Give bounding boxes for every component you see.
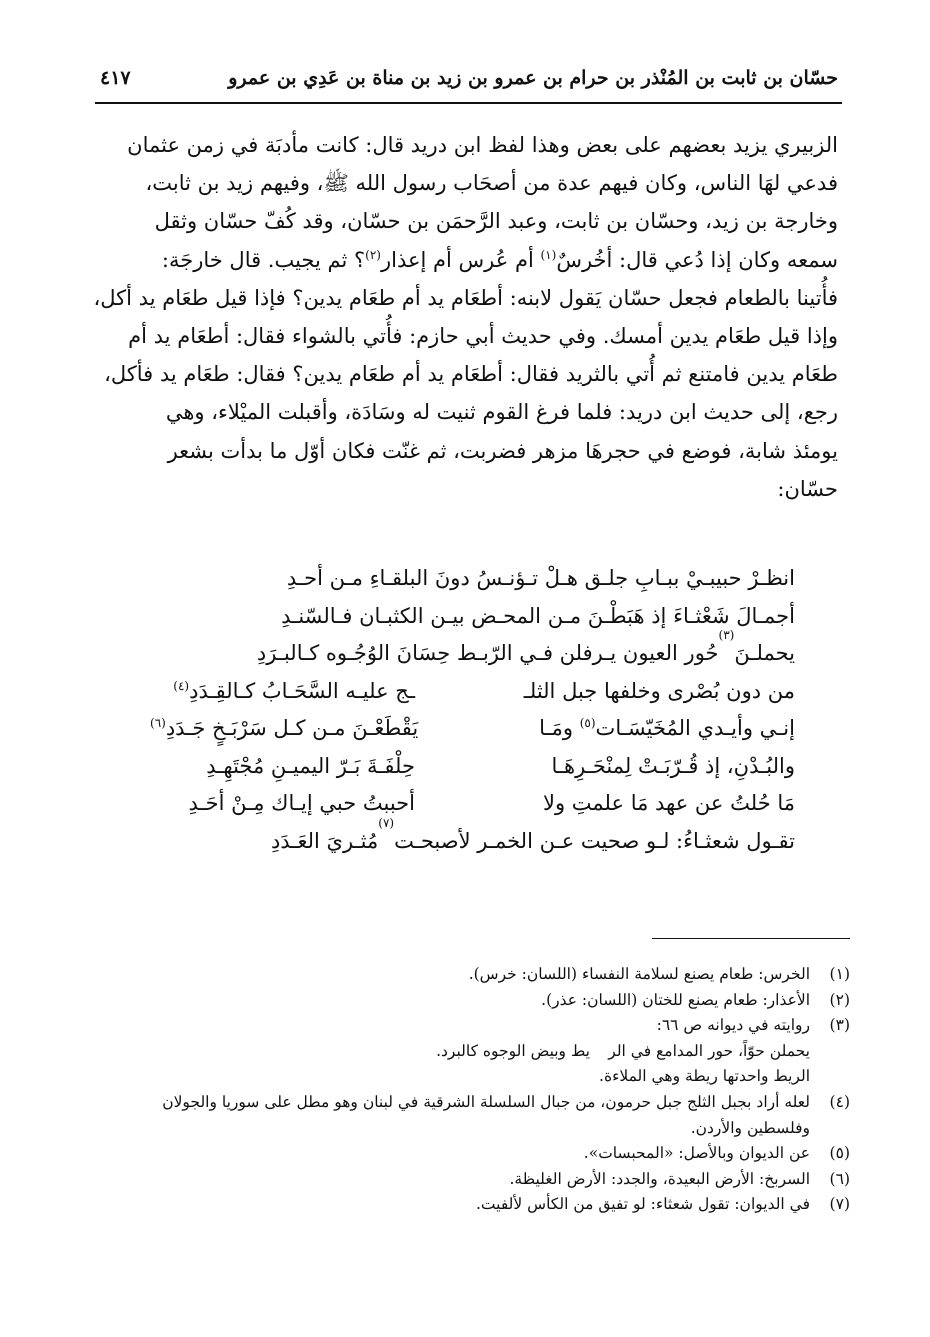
footnote-ref[interactable]: (٥) <box>579 716 596 730</box>
footnote-ref[interactable]: (١) <box>540 247 557 262</box>
footnote <box>95 1167 850 1193</box>
footnote <box>95 1090 850 1141</box>
body-text <box>93 126 838 508</box>
body-line: الزبيري يزيد بعضهم على بعض وهذا لفظ ابن دريد قال: كانت مأدبَة في زمن عثمان <box>127 133 838 157</box>
footnote-ref[interactable]: (٣) <box>718 628 735 642</box>
poem-verse <box>150 598 795 636</box>
footnote-text: الريط واحدتها ريطة وهي الملاءة. <box>599 1067 810 1086</box>
footnote <box>95 962 850 988</box>
footnote-number: (٦) <box>829 1169 850 1188</box>
footnote-text: الخرس: طعام يصنع لسلامة النفساء (اللسان: خرس). <box>468 965 810 983</box>
footnote-ref[interactable]: (٧) <box>378 815 395 830</box>
hemistich-left <box>150 710 418 748</box>
body-line: يومئذ شابة، فوضع في حجرهَا مزهر فضربت، ثم غنّت فكان أوّل ما بدأت بشعر <box>167 438 838 463</box>
verse-text: أجمـالَ شَعْثـاءَ إذ هَبَطْـنَ مـن المحـض بيـن الكثبـان فـالسّنـدِ <box>281 603 795 628</box>
verse-text: يَقْطَعْـنَ مـن كـل سَرْبَـخٍ جَـدَدِ <box>165 716 419 740</box>
verse-text: حُور العيون يـرفلن فـي الرّبـط حِسَانَ الوُجُـوه كـالبـرَدِ <box>256 641 719 665</box>
body-line: رجع، إلى حديث ابن دريد: فلما فرغ القوم ثنيت له وسَادَة، وأقبلت الميْلاء، وهي <box>165 400 838 425</box>
hemistich-left: أحببتُ حبي إيـاك مِـنْ أحَـدِ <box>188 791 415 815</box>
body-line: وإذا قيل طعَام يدين أمسك. وفي حديث أبي حازم: فأُتي بالشواء فقال: أطعَام يد أم <box>128 324 838 349</box>
hemistich-right: والبُـدْنِ، إذ قُـرّبَـتْ لِمنْحَـرِهَـا <box>551 753 795 778</box>
body-line-with-footnotes <box>100 241 838 279</box>
page-header <box>100 58 838 98</box>
hemistich-left <box>150 673 415 711</box>
poem-couplet <box>150 785 795 823</box>
poem <box>150 560 795 860</box>
poem-verse <box>150 815 795 861</box>
footnote-text: روايته في ديوانه ص ٦٦: <box>656 1016 810 1035</box>
footnotes <box>95 962 850 1218</box>
body-line: حسّان: <box>777 476 838 501</box>
poem-couplet <box>150 710 795 748</box>
footnote <box>95 1013 850 1090</box>
footnote-ref[interactable]: (٢) <box>365 247 381 262</box>
footnote <box>95 988 850 1014</box>
body-line-part: أم عُرس أم إعذار <box>380 247 541 272</box>
hemistich-gap <box>415 785 445 823</box>
verse-text: ومَـا <box>539 716 580 740</box>
verse-text: انظـرْ حبيبـيْ ببـابِ جلـق هـلْ تـؤنـسُ دونَ البلقـاءِ مـن أحـدِ <box>286 566 795 590</box>
running-title: حسّان بن ثابت بن المُنْذر بن حرام بن عمرو بن زيد بن مناة بن عَدِي بن عمرو <box>228 67 838 89</box>
footnote-body <box>95 1090 810 1141</box>
hemistich-gap <box>418 710 448 748</box>
footnote-number: (١) <box>829 965 850 983</box>
footnote-ref[interactable]: (٦) <box>150 716 166 730</box>
footnote-number: (٣) <box>829 1016 850 1035</box>
footnote <box>95 1141 850 1167</box>
footnote-text: عن الديوان وبالأصل: «المحبسات». <box>583 1144 810 1163</box>
hemistich-gap <box>415 748 445 786</box>
footnote-text: وفلسطين والأردن. <box>690 1118 810 1137</box>
body-line-part: ؟ ثم يجيب. قال خارجَة: <box>161 247 366 272</box>
footnote-verse-part: يحملن حوّاً، حور المدامع في الر <box>608 1041 810 1060</box>
body-line: طعَام يدين فامتنع ثم أُتي بالثريد فقال: أطعَام يد أم طعَام يدين؟ فقال: طعَام يد فأكل، <box>104 362 838 387</box>
footnote-number: (٧) <box>829 1195 850 1214</box>
footnote-number: (٤) <box>829 1092 850 1111</box>
verse-text: إنـي وأيـدي المُخَيّسَـات <box>595 716 795 740</box>
footnote-body <box>95 1013 810 1090</box>
footnote-verse <box>95 1039 810 1065</box>
footnote-verse-part: يط وبيض الوجوه كالبرد. <box>436 1041 590 1060</box>
verse-text: يحملـنَ <box>734 641 795 665</box>
body-line-part: سمعه وكان إذا دُعي قال: أخُرسٌ <box>556 247 838 272</box>
footnote-text: في الديوان: تقول شعثاء: لو تفيق من الكأس لألفيت. <box>476 1195 810 1214</box>
hemistich-right: مَا حُلتُ عن عهد مَا علمتِ ولا <box>542 791 795 815</box>
footnote-text: الأعذار: طعام يصنع للختان (اللسان: عذر). <box>541 990 810 1009</box>
poem-couplet <box>150 673 795 711</box>
footnote-divider <box>652 938 850 939</box>
hemistich-left: حِلْفَـةَ بَـرّ اليميـنِ مُجْتَهِـدِ <box>206 753 415 778</box>
footnote-text: لعله أراد بجبل الثلج جبل حرمون، من جبال السلسلة الشرقية في لبنان وهو مطل على سوريا والجولان <box>162 1092 810 1111</box>
body-line: فأُتينا بالطعام فجعل حسّان يَقول لابنه: أطعَام يد أم طعَام يدين؟ فإذا قيل طعَام يد أكل، <box>93 285 838 310</box>
hemistich-right: من دون بُصْرى وخلفها جبل الثلـ <box>523 678 795 703</box>
verse-text: تقـول شعثـاءُ: لـو صحيت عـن الخمـر لأصبحـت <box>394 828 795 853</box>
hemistich-right <box>448 710 795 748</box>
verse-text: ـج عليـه السَّحَـابُ كـالقِـدَدِ <box>189 678 415 703</box>
verse-text: مُثـريَ العَـدَدِ <box>270 828 379 853</box>
body-line: وخارجة بن زيد، وحسّان بن ثابت، وعبد الرَّحمَن بن حسّان، وقد كُفّ حسّان وثقل <box>154 209 838 234</box>
footnote-number: (٢) <box>829 990 850 1009</box>
footnote-text: السربخ: الأرض البعيدة، والجدد: الأرض الغليظة. <box>509 1169 810 1188</box>
body-line: فدعي لهَا الناس، وكان فيهم عدة من أصحَاب رسول الله ﷺ، وفيهم زيد بن ثابت، <box>145 171 838 196</box>
footnote-ref[interactable]: (٤) <box>173 678 190 693</box>
poem-couplet <box>150 748 795 786</box>
hemistich-gap <box>415 673 445 711</box>
footnote <box>95 1192 850 1218</box>
footnote-number: (٥) <box>829 1144 850 1163</box>
poem-verse <box>150 560 795 598</box>
poem-verse <box>150 628 795 673</box>
header-divider <box>95 102 842 104</box>
page-number: ٤١٧ <box>100 67 131 89</box>
